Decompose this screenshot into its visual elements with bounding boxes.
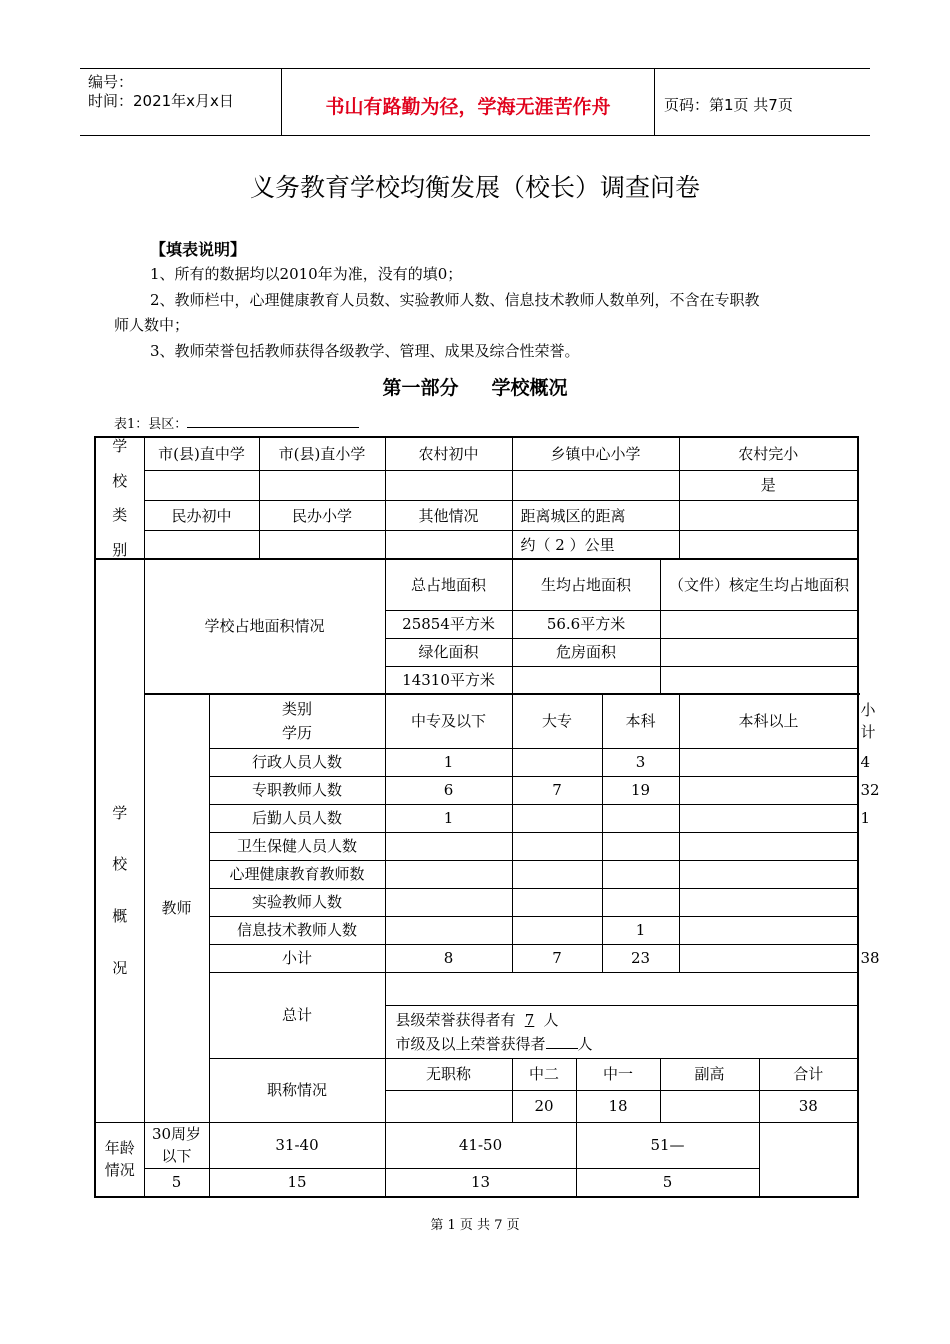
land-area-label: 学校占地面积情况 (144, 559, 385, 694)
title-mid1-value[interactable]: 18 (576, 1090, 660, 1122)
title-mid2: 中二 (512, 1058, 576, 1090)
health-bachelor[interactable] (602, 832, 679, 860)
teachers-label: 教师 (144, 694, 209, 1122)
fulltime-vocational[interactable]: 6 (385, 776, 512, 804)
category-education-corner (209, 694, 385, 748)
header-motto: 书山有路勤为径，学海无涯苦作舟 (325, 96, 611, 118)
type-other: 其他情况 (385, 501, 512, 531)
logistics-bachelor[interactable] (602, 804, 679, 832)
type-other-value[interactable] (385, 531, 512, 559)
honor-county-value-text: 7 (524, 1010, 535, 1029)
type-town-center-primary-value[interactable] (512, 470, 679, 500)
title-vice-senior-value[interactable] (660, 1090, 759, 1122)
age-under-30: 30周岁以下 (144, 1122, 209, 1168)
title-total: 合计 (759, 1058, 858, 1090)
instruction-item-1: 1、所有的数据均以2010年为准，没有的填0； (150, 265, 463, 283)
age-41-50: 41-50 (385, 1122, 576, 1168)
admin-vocational[interactable]: 1 (385, 748, 512, 776)
honor-county-label: 县级荣誉获得者有 (395, 1010, 516, 1029)
land-total-header: 总占地面积 (385, 559, 512, 610)
title-mid1: 中一 (576, 1058, 660, 1090)
it-college[interactable] (512, 916, 602, 944)
title-vice-senior: 副高 (660, 1058, 759, 1090)
type-city-middle: 市(县)直中学 (144, 437, 259, 470)
psych-bachelor[interactable] (602, 860, 679, 888)
logistics-college[interactable] (512, 804, 602, 832)
header-divider-right (654, 68, 655, 136)
page-title: 义务教育学校均衡发展（校长）调查问卷 (249, 173, 700, 202)
age-51-plus-value[interactable]: 5 (576, 1168, 759, 1197)
age-31-40: 31-40 (209, 1122, 385, 1168)
type-rural-middle: 农村初中 (385, 437, 512, 470)
land-approved-header: （文件）核定生均占地面积 (660, 559, 858, 610)
fulltime-above-bachelor[interactable] (679, 776, 858, 804)
row-subtotal: 小计 (209, 944, 385, 972)
row-full-time-teachers: 专职教师人数 (209, 776, 385, 804)
row-admin-staff: 行政人员人数 (209, 748, 385, 776)
subtotal-college[interactable]: 7 (512, 944, 602, 972)
table-caption (114, 413, 359, 432)
land-approved-value[interactable] (660, 610, 858, 638)
overview-label-text: 学 校 概 况 (112, 803, 128, 977)
it-above-bachelor[interactable] (679, 916, 858, 944)
admin-bachelor[interactable]: 3 (602, 748, 679, 776)
type-city-primary-value[interactable] (259, 470, 385, 500)
subtotal-vocational[interactable]: 8 (385, 944, 512, 972)
honor-city-value[interactable] (546, 1034, 578, 1049)
school-overview-table: 学 校 概 况 学校占地面积情况 总占地面积 生均占地面积 （文件）核定生均占地面积 25854平方米 56.6平方米 绿化面积 危房面积 14310平方米 教师 类别 学历 中专及以下 大专 本科 本科以上 小计 行政人员人数 1 3 4 专职教师人数 6 7 19 32 后勤人员人数 1 1 卫生保健人员人数 心理健康教育教师数 实验教师人数 信息技术教师人数 1 小计 8 7 23 38 总计 县级荣誉获得者有 7 人 市级及以上荣誉获得者 人 职称情况 无职称 中二 中一 副高 合计 20 18 38 年龄情况 30周岁以下 31-40 41-50 51— 5 15 13 5 (94, 558, 859, 1198)
land-per-student-header: 生均占地面积 (512, 559, 660, 610)
psych-college[interactable] (512, 860, 602, 888)
dangerous-building-value[interactable] (512, 666, 660, 694)
instructions-heading: 【填表说明】 (150, 240, 247, 259)
type-private-middle: 民办初中 (144, 501, 259, 531)
row-lab-teachers: 实验教师人数 (209, 888, 385, 916)
title-label: 职称情况 (209, 1058, 385, 1122)
admin-college[interactable] (512, 748, 602, 776)
land-extra-2[interactable] (660, 666, 858, 694)
col-college: 大专 (512, 694, 602, 748)
title-none: 无职称 (385, 1058, 512, 1090)
fulltime-college[interactable]: 7 (512, 776, 602, 804)
school-type-label (95, 437, 144, 559)
type-rural-full-primary-value[interactable]: 是 (679, 470, 858, 500)
row-it-teachers: 信息技术教师人数 (209, 916, 385, 944)
type-private-middle-value[interactable] (144, 531, 259, 559)
honor-city-line (396, 1032, 856, 1056)
type-private-primary-value[interactable] (259, 531, 385, 559)
row-health-staff: 卫生保健人员人数 (209, 832, 385, 860)
psych-vocational[interactable] (385, 860, 512, 888)
overview-label (95, 559, 144, 1122)
type-city-middle-value[interactable] (144, 470, 259, 500)
lab-college[interactable] (512, 888, 602, 916)
age-under-30-value[interactable]: 5 (144, 1168, 209, 1197)
table-caption-label: 表1：县区： (114, 417, 188, 432)
corner-education: 学历 (282, 724, 313, 743)
title-none-value[interactable] (385, 1090, 512, 1122)
distance-extra-value[interactable] (679, 531, 858, 559)
dangerous-building-header: 危房面积 (512, 638, 660, 666)
header-page-info: 页码：第1页 共7页 (664, 96, 793, 114)
page-footer: 第 1 页 共 7 页 (430, 1218, 520, 1233)
green-area-value[interactable]: 14310平方米 (385, 666, 512, 694)
fulltime-bachelor[interactable]: 19 (602, 776, 679, 804)
total-label: 总计 (209, 972, 385, 1058)
total-value[interactable] (385, 972, 858, 1005)
type-rural-full-primary: 农村完小 (679, 437, 858, 470)
distance-label: 距离城区的距离 (512, 501, 679, 531)
distance-value[interactable]: 约（ 2 ）公里 (512, 531, 679, 559)
honor-city-unit: 人 (577, 1034, 593, 1053)
col-above-bachelor: 本科以上 (679, 694, 858, 748)
corner-category: 类别 (282, 700, 313, 719)
green-area-header: 绿化面积 (385, 638, 512, 666)
land-per-student-value[interactable]: 56.6平方米 (512, 610, 660, 638)
type-city-primary: 市(县)直小学 (259, 437, 385, 470)
health-college[interactable] (512, 832, 602, 860)
distance-extra[interactable] (679, 501, 858, 531)
age-41-50-value[interactable]: 13 (385, 1168, 576, 1197)
county-blank[interactable] (187, 416, 359, 428)
type-rural-middle-value[interactable] (385, 470, 512, 500)
logistics-above-bachelor[interactable] (679, 804, 858, 832)
header-bottom-line (80, 135, 870, 136)
it-vocational[interactable] (385, 916, 512, 944)
col-bachelor: 本科 (602, 694, 679, 748)
land-total-value[interactable]: 25854平方米 (385, 610, 512, 638)
age-31-40-value[interactable]: 15 (209, 1168, 385, 1197)
honor-county-unit: 人 (543, 1010, 559, 1029)
school-type-table (94, 436, 859, 560)
age-label: 年龄情况 (95, 1122, 144, 1197)
honor-county-value[interactable] (516, 1008, 544, 1032)
subtotal-above-bachelor[interactable] (679, 944, 858, 972)
lab-vocational[interactable] (385, 888, 512, 916)
header-time: 时间：2021年x月x日 (88, 92, 234, 110)
col-vocational: 中专及以下 (385, 694, 512, 748)
honors-cell (385, 1005, 858, 1058)
honor-county-line (396, 1008, 856, 1032)
psych-above-bachelor[interactable] (679, 860, 858, 888)
row-psych-teachers: 心理健康教育教师数 (209, 860, 385, 888)
subtotal-bachelor[interactable]: 23 (602, 944, 679, 972)
type-private-primary: 民办小学 (259, 501, 385, 531)
logistics-vocational[interactable]: 1 (385, 804, 512, 832)
type-town-center-primary: 乡镇中心小学 (512, 437, 679, 470)
header-top-line (80, 68, 870, 69)
honor-city-label: 市级及以上荣誉获得者 (395, 1034, 546, 1053)
title-total-value[interactable]: 38 (759, 1090, 858, 1122)
lab-above-bachelor[interactable] (679, 888, 858, 916)
health-above-bachelor[interactable] (679, 832, 858, 860)
land-extra-1[interactable] (660, 638, 858, 666)
age-51-plus: 51— (576, 1122, 759, 1168)
instruction-item-2b: 师人数中； (114, 316, 190, 334)
header-code: 编号： (88, 73, 134, 91)
health-vocational[interactable] (385, 832, 512, 860)
title-mid2-value[interactable]: 20 (512, 1090, 576, 1122)
instruction-item-3: 3、教师荣誉包括教师获得各级教学、管理、成果及综合性荣誉。 (150, 342, 580, 360)
school-type-label-text: 学 校 类 别 (112, 437, 128, 559)
row-logistics-staff: 后勤人员人数 (209, 804, 385, 832)
lab-bachelor[interactable] (602, 888, 679, 916)
section-title: 第一部分 学校概况 (382, 377, 568, 399)
admin-above-bachelor[interactable] (679, 748, 858, 776)
it-bachelor[interactable]: 1 (602, 916, 679, 944)
instruction-item-2a: 2、教师栏中，心理健康教育人员数、实验教师人数、信息技术教师人数单列，不含在专职教 (150, 291, 760, 309)
